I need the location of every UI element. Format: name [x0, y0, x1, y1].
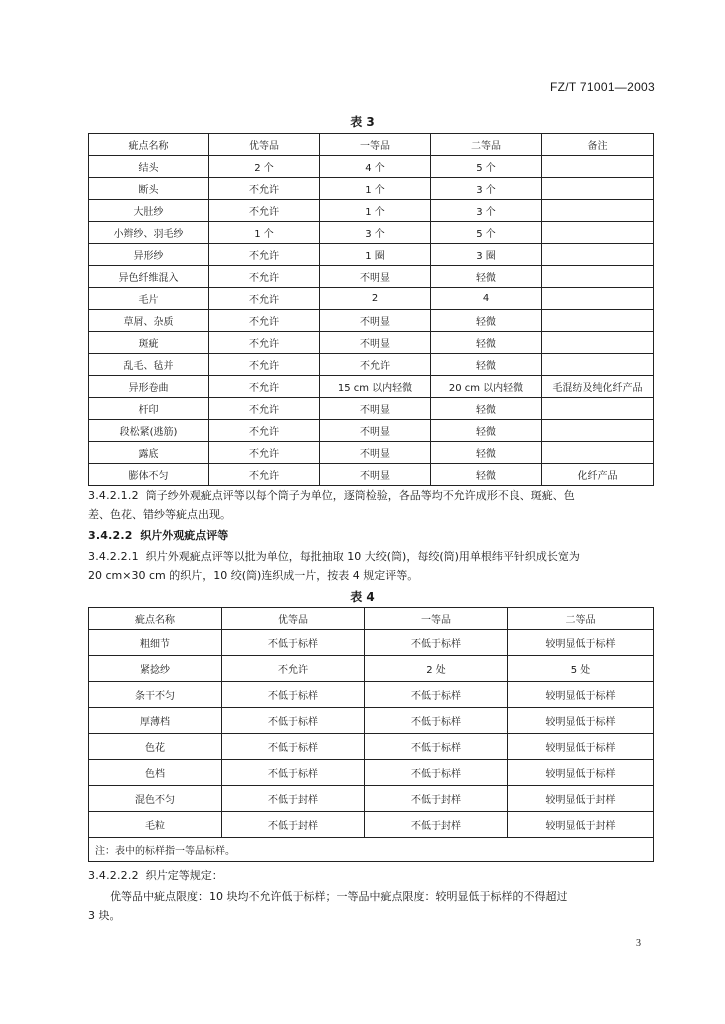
- table3-cell: 不允许: [209, 200, 320, 222]
- table3-cell: 不明显: [320, 464, 431, 486]
- table4-cell: 色花: [89, 734, 222, 760]
- table3-cell: 1 个: [320, 178, 431, 200]
- table3-cell: 轻微: [431, 398, 542, 420]
- paragraph-3-4-2-2-2: [88, 866, 658, 885]
- table3-cell: 轻微: [431, 464, 542, 486]
- table3-cell: 毛混纺及纯化纤产品: [542, 376, 654, 398]
- table3-cell: 轻微: [431, 354, 542, 376]
- table3-header-cell: 二等品: [431, 134, 542, 156]
- table4-cell: 不低于标样: [222, 682, 365, 708]
- table3-cell: 不允许: [209, 420, 320, 442]
- table3-header-cell: 备注: [542, 134, 654, 156]
- table4-cell: 5 处: [508, 656, 654, 682]
- table3-cell: 轻微: [431, 420, 542, 442]
- table4-cell: 不低于封样: [365, 812, 508, 838]
- table4-cell: 不低于标样: [222, 708, 365, 734]
- clause-number: 3.4.2.2.1: [88, 550, 139, 563]
- table4: [88, 607, 654, 862]
- table3-cell: 毛片: [89, 288, 209, 310]
- table3-row: [89, 332, 654, 354]
- table3-header-cell: 一等品: [320, 134, 431, 156]
- table4-cell: 不低于标样: [365, 630, 508, 656]
- table4-cell: 较明显低于封样: [508, 812, 654, 838]
- table3-cell: 3 个: [431, 178, 542, 200]
- table3-cell: 结头: [89, 156, 209, 178]
- section-title: 织片外观疵点评等: [140, 529, 229, 542]
- table3-cell: 不允许: [209, 310, 320, 332]
- table3-cell: 不明显: [320, 398, 431, 420]
- section-heading-3-4-2-2: [88, 526, 658, 545]
- table3-cell: 轻微: [431, 442, 542, 464]
- table4-cell: 较明显低于标样: [508, 682, 654, 708]
- table4-row: [89, 786, 654, 812]
- clause-text: 筒子纱外观疵点评等以每个筒子为单位，逐筒检验，各品等均不允许成形不良、斑疵、色: [145, 489, 575, 502]
- table3-header-cell: 疵点名称: [89, 134, 209, 156]
- table3-cell: 不明显: [320, 442, 431, 464]
- table3-cell: [542, 244, 654, 266]
- table3-cell: 异形卷曲: [89, 376, 209, 398]
- table4-header-cell: 疵点名称: [89, 608, 222, 630]
- table3-header-row: [89, 134, 654, 156]
- paragraph-3-4-2-1-2: [88, 486, 658, 524]
- table4-cell: 不低于标样: [222, 760, 365, 786]
- clause-text: 织片定等规定：: [145, 869, 223, 882]
- table3-cell: [542, 200, 654, 222]
- table4-cell: 较明显低于标样: [508, 630, 654, 656]
- table3-row: [89, 420, 654, 442]
- table3-row: [89, 398, 654, 420]
- page-number: 3: [636, 938, 641, 949]
- table3-cell: [542, 442, 654, 464]
- table4-cell: 2 处: [365, 656, 508, 682]
- table4-row: [89, 734, 654, 760]
- table3-cell: 异形纱: [89, 244, 209, 266]
- table3-cell: 不明显: [320, 420, 431, 442]
- table3-row: [89, 354, 654, 376]
- table3-cell: 1 个: [320, 200, 431, 222]
- table3-cell: 轻微: [431, 310, 542, 332]
- table4-row: [89, 682, 654, 708]
- table3-cell: 不允许: [209, 332, 320, 354]
- table3-cell: 露底: [89, 442, 209, 464]
- table3-row: [89, 464, 654, 486]
- table4-cell: 不低于标样: [222, 734, 365, 760]
- table4-cell: 较明显低于封样: [508, 786, 654, 812]
- table3-cell: [542, 266, 654, 288]
- table3-cell: 不允许: [209, 178, 320, 200]
- table3-cell: 4 个: [320, 156, 431, 178]
- table3-cell: 不明显: [320, 310, 431, 332]
- table3-row: [89, 288, 654, 310]
- table3-header-cell: 优等品: [209, 134, 320, 156]
- table4-cell: 厚薄档: [89, 708, 222, 734]
- table3-caption: 表 3: [350, 115, 375, 129]
- table4-cell: 不低于标样: [222, 630, 365, 656]
- table3-cell: 4: [431, 288, 542, 310]
- table4-cell: 较明显低于标样: [508, 734, 654, 760]
- table4-cell: 不低于封样: [365, 786, 508, 812]
- table3-cell: 乱毛、毡并: [89, 354, 209, 376]
- table3-cell: 不允许: [209, 266, 320, 288]
- table3-cell: 不允许: [209, 442, 320, 464]
- table3-row: [89, 310, 654, 332]
- table4-header-cell: 一等品: [365, 608, 508, 630]
- table3-cell: 3 个: [431, 200, 542, 222]
- table3-cell: 1 个: [209, 222, 320, 244]
- table3-cell: 不允许: [209, 354, 320, 376]
- clause-text: 织片外观疵点评等以批为单位，每批抽取 10 大绞(筒)，每绞(筒)用单根纬平针织成长宽为: [145, 550, 580, 563]
- clause-text-continued: 差、色花、错纱等疵点出现。: [88, 508, 231, 521]
- table3-cell: 2: [320, 288, 431, 310]
- table4-cell: 不低于标样: [365, 734, 508, 760]
- table3-cell: 不允许: [209, 244, 320, 266]
- table3-cell: 不允许: [209, 376, 320, 398]
- table3-cell: [542, 420, 654, 442]
- table3-cell: 斑疵: [89, 332, 209, 354]
- table3-row: [89, 222, 654, 244]
- table3-row: [89, 266, 654, 288]
- table4-note: 注：表中的标样指一等品标样。: [89, 838, 654, 862]
- section-number: 3.4.2.2: [88, 529, 133, 542]
- table3-row: [89, 178, 654, 200]
- table3-row: [89, 442, 654, 464]
- table3-cell: 膨体不匀: [89, 464, 209, 486]
- table4-cell: 粗细节: [89, 630, 222, 656]
- table4-cell: 毛粒: [89, 812, 222, 838]
- table3-cell: 不允许: [209, 464, 320, 486]
- table3-cell: 不允许: [209, 288, 320, 310]
- table3-cell: 异色纤维混入: [89, 266, 209, 288]
- paragraph-3-4-2-2-1: [88, 547, 658, 585]
- table4-cell: 不低于封样: [222, 812, 365, 838]
- table4-cell: 色档: [89, 760, 222, 786]
- table4-row: [89, 630, 654, 656]
- table4-cell: 较明显低于标样: [508, 760, 654, 786]
- table4-cell: 混色不匀: [89, 786, 222, 812]
- table4-note-row: [89, 838, 654, 862]
- table4-cell: 紧捻纱: [89, 656, 222, 682]
- paragraph-grading-rule: [88, 887, 658, 925]
- rule-text: 优等品中疵点限度：10 块均不允许低于标样；一等品中疵点限度：较明显低于标样的不得超过: [110, 890, 568, 903]
- table4-row: [89, 708, 654, 734]
- table3: [88, 133, 654, 486]
- table3-cell: 3 个: [320, 222, 431, 244]
- standard-number: FZ/T 71001—2003: [549, 80, 655, 94]
- table3-cell: 不允许: [209, 398, 320, 420]
- table4-header-row: [89, 608, 654, 630]
- table3-cell: 不明显: [320, 266, 431, 288]
- table3-cell: 段松紧(逃筋): [89, 420, 209, 442]
- table4-cell: 条干不匀: [89, 682, 222, 708]
- table3-row: [89, 244, 654, 266]
- table3-cell: [542, 332, 654, 354]
- table3-cell: 3 圈: [431, 244, 542, 266]
- table4-row: [89, 760, 654, 786]
- rule-text-continued: 3 块。: [88, 909, 121, 922]
- table3-cell: 小辫纱、羽毛纱: [89, 222, 209, 244]
- table3-cell: 1 圈: [320, 244, 431, 266]
- table4-cell: 不低于标样: [365, 708, 508, 734]
- table3-cell: 大肚纱: [89, 200, 209, 222]
- table3-row: [89, 156, 654, 178]
- table4-row: [89, 812, 654, 838]
- table4-cell: 不低于封样: [222, 786, 365, 812]
- table3-cell: 化纤产品: [542, 464, 654, 486]
- table3-cell: 杆印: [89, 398, 209, 420]
- table4-cell: 不低于标样: [365, 682, 508, 708]
- table3-cell: [542, 398, 654, 420]
- clause-number: 3.4.2.1.2: [88, 489, 139, 502]
- table3-cell: 不明显: [320, 332, 431, 354]
- table3-row: [89, 200, 654, 222]
- table3-cell: 轻微: [431, 332, 542, 354]
- table4-header-cell: 优等品: [222, 608, 365, 630]
- table3-cell: 5 个: [431, 222, 542, 244]
- table4-row: [89, 656, 654, 682]
- clause-number: 3.4.2.2.2: [88, 869, 139, 882]
- clause-text-continued: 20 cm×30 cm 的织片，10 绞(筒)连织成一片，按表 4 规定评等。: [88, 569, 419, 582]
- table3-cell: 20 cm 以内轻微: [431, 376, 542, 398]
- table3-cell: [542, 288, 654, 310]
- table3-cell: [542, 354, 654, 376]
- table3-cell: 5 个: [431, 156, 542, 178]
- table4-caption: 表 4: [350, 590, 375, 604]
- table3-cell: [542, 310, 654, 332]
- table3-cell: 轻微: [431, 266, 542, 288]
- table3-cell: 断头: [89, 178, 209, 200]
- table4-cell: 较明显低于标样: [508, 708, 654, 734]
- table3-cell: 15 cm 以内轻微: [320, 376, 431, 398]
- table3-cell: 草屑、杂质: [89, 310, 209, 332]
- table3-cell: [542, 178, 654, 200]
- table3-cell: 不允许: [320, 354, 431, 376]
- table3-cell: 2 个: [209, 156, 320, 178]
- table4-cell: 不允许: [222, 656, 365, 682]
- table3-cell: [542, 156, 654, 178]
- table3-cell: [542, 222, 654, 244]
- table4-cell: 不低于标样: [365, 760, 508, 786]
- table4-header-cell: 二等品: [508, 608, 654, 630]
- table3-row: [89, 376, 654, 398]
